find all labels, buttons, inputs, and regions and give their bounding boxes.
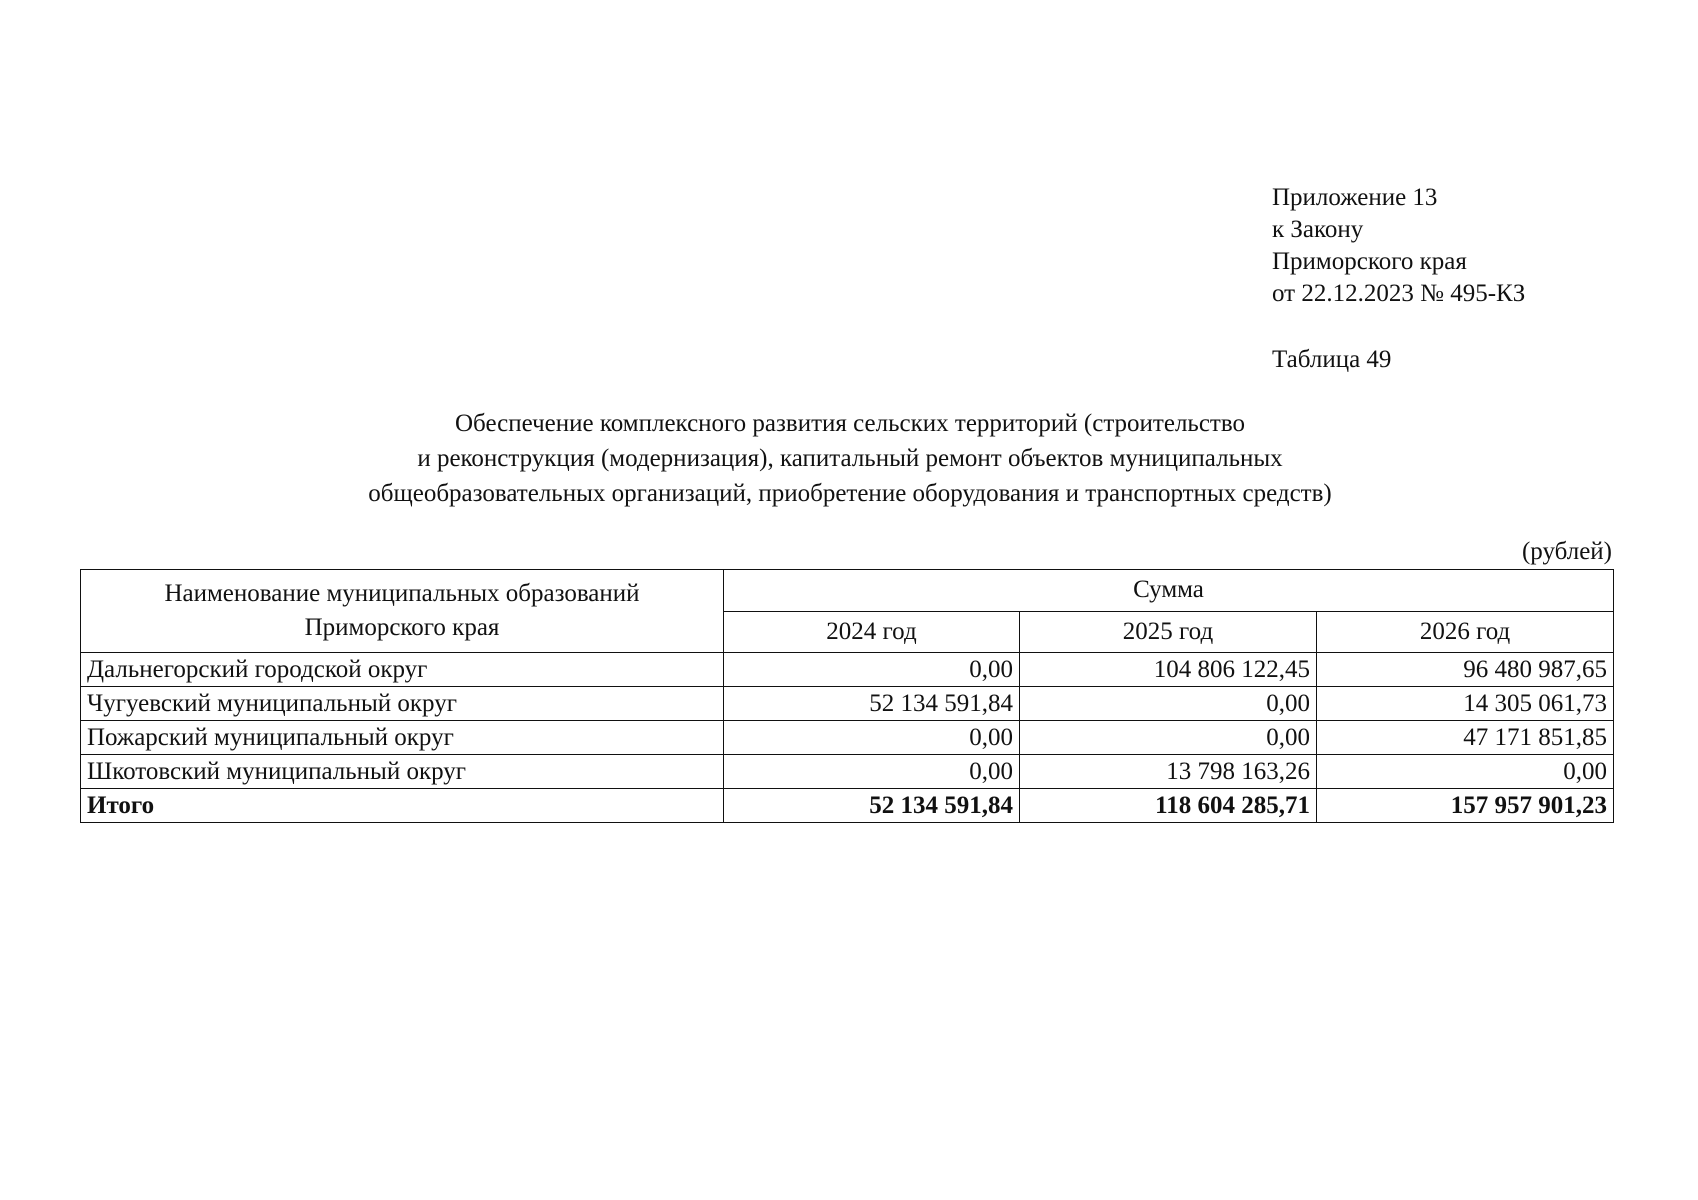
- appendix-line-3: Приморского края: [1272, 248, 1467, 275]
- row-municipality: Шкотовский муниципальный округ: [81, 755, 724, 789]
- row-value-2024: 52 134 591,84: [724, 687, 1020, 721]
- row-value-2025: 0,00: [1020, 687, 1317, 721]
- title-line-1: Обеспечение комплексного развития сельских территорий (строительство: [455, 410, 1245, 437]
- header-municipality-line-1: Наименование муниципальных образований: [164, 580, 640, 607]
- table-row: [81, 653, 1614, 687]
- table-row: [81, 721, 1614, 755]
- title-line-2: и реконструкция (модернизация), капитальный ремонт объектов муниципальных: [417, 445, 1283, 472]
- header-year-2024: 2024 год: [724, 611, 1020, 653]
- total-row: [81, 789, 1614, 823]
- table-row: [81, 687, 1614, 721]
- row-value-2024: 0,00: [724, 755, 1020, 789]
- table-number: Таблица 49: [1272, 346, 1392, 373]
- title-line-3: общеобразовательных организаций, приобретение оборудования и транспортных средств): [368, 480, 1332, 507]
- appendix-reference: [1272, 182, 1525, 310]
- header-sum: Сумма: [724, 570, 1614, 612]
- row-municipality: Пожарский муниципальный округ: [81, 721, 724, 755]
- table-row: [81, 755, 1614, 789]
- row-value-2025: 104 806 122,45: [1020, 653, 1317, 687]
- row-value-2026: 47 171 851,85: [1317, 721, 1614, 755]
- total-value-2024: 52 134 591,84: [724, 789, 1020, 823]
- row-value-2025: 0,00: [1020, 721, 1317, 755]
- header-municipality-line-2: Приморского края: [304, 614, 500, 641]
- row-value-2026: 14 305 061,73: [1317, 687, 1614, 721]
- header-year-2026: 2026 год: [1317, 611, 1614, 653]
- row-value-2025: 13 798 163,26: [1020, 755, 1317, 789]
- header-year-2025: 2025 год: [1020, 611, 1317, 653]
- total-value-2026: 157 957 901,23: [1317, 789, 1614, 823]
- header-municipality: [81, 570, 724, 653]
- row-value-2024: 0,00: [724, 721, 1020, 755]
- total-label: Итого: [81, 789, 724, 823]
- row-municipality: Чугуевский муниципальный округ: [81, 687, 724, 721]
- units-label: (рублей): [1521, 538, 1612, 565]
- row-value-2026: 96 480 987,65: [1317, 653, 1614, 687]
- appendix-line-2: к Закону: [1272, 216, 1364, 243]
- total-value-2025: 118 604 285,71: [1020, 789, 1317, 823]
- appendix-line-1: Приложение 13: [1272, 184, 1438, 211]
- row-value-2024: 0,00: [724, 653, 1020, 687]
- row-value-2026: 0,00: [1317, 755, 1614, 789]
- document-title: [200, 406, 1500, 511]
- budget-table: [80, 569, 1614, 823]
- appendix-line-4: от 22.12.2023 № 495-КЗ: [1272, 280, 1526, 307]
- row-municipality: Дальнегорский городской округ: [81, 653, 724, 687]
